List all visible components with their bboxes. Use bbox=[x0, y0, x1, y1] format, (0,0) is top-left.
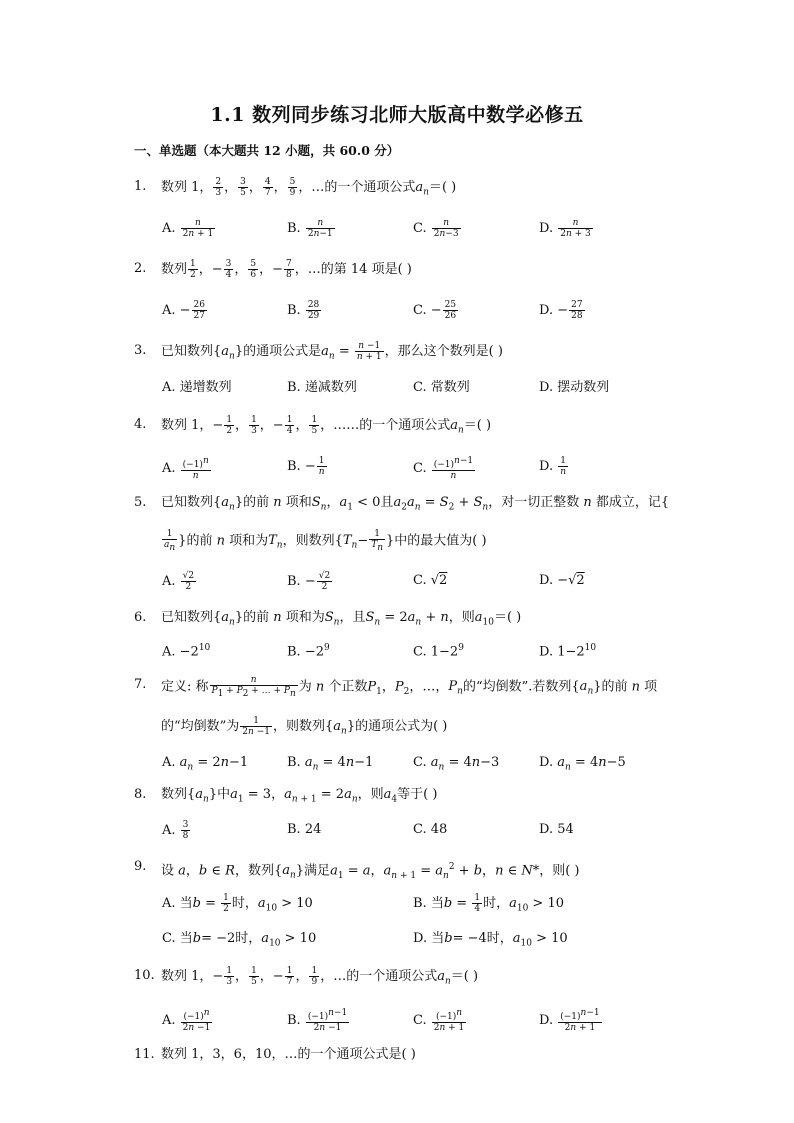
option-b[interactable]: B. 递减数列 bbox=[287, 380, 357, 395]
question-text: 数列 1，3，6，10，…的一个通项公式是( ) bbox=[161, 1047, 416, 1062]
option-a[interactable]: A. − $\frac{26}{27}$ bbox=[162, 300, 205, 321]
question-text: 数列$\{a_n\}$中$a_1 = 3$，$a_{n + 1} = 2a_n$，则$a_4$等于( ) bbox=[161, 787, 438, 805]
option-c[interactable]: C. 当b= −2时，$a_{10} > 10$ bbox=[162, 931, 317, 949]
question-number: 11. bbox=[134, 1047, 155, 1062]
option-d[interactable]: D. $1-2^{10}$ bbox=[539, 643, 597, 660]
question-number: 4. bbox=[134, 417, 147, 432]
option-c[interactable]: C. $a_n = 4n-3$ bbox=[413, 755, 500, 773]
option-d[interactable]: D. $\frac{1}{n}$ bbox=[539, 456, 567, 477]
option-c[interactable]: C. $1-2^9$ bbox=[413, 643, 464, 660]
question-7-line-2: 的“均倒数”为 $\frac{1}{2n -1}$ ，则数列$\{a_n\}$的通项公式为( ) bbox=[161, 716, 448, 737]
question-text: 数列 1，− $\frac{1}{2}$ ， $\frac{1}{3}$ ，− $\frac{1}{4}$ ， $\frac{1}{5}$ ，……的一个通项公式$a_n=$( ) bbox=[161, 415, 492, 436]
option-b[interactable]: B. $\frac{(-1)^{n-1}}{2n -1}$ bbox=[287, 1008, 348, 1033]
question-text: 数列 1，− $\frac{1}{3}$ ， $\frac{1}{5}$ ，− $\frac{1}{7}$ ， $\frac{1}{9}$ ，…的一个通项公式$a_n=$( ) bbox=[161, 966, 479, 987]
option-c[interactable]: C. 常数列 bbox=[413, 380, 470, 395]
question-text: 数列 1， $\frac{2}{3}$ ， $\frac{3}{5}$ ， $\frac{4}{7}$ ， $\frac{5}{9}$ ，…的一个通项公式$a_n=$( ) bbox=[161, 177, 457, 198]
option-d[interactable]: D. −√2 bbox=[539, 573, 585, 588]
option-b[interactable]: B. 当b = $\frac{1}{4}$ 时，$a_{10} > 10$ bbox=[413, 893, 564, 914]
option-b[interactable]: B. $-2^9$ bbox=[287, 643, 330, 660]
option-b[interactable]: B. − $\frac{1}{n}$ bbox=[287, 456, 325, 477]
question-text: 设 a，b ∈ R，数列$\{a_n\}$满足$a_1 = a$，$a_{n + 1} = a_n^2 + b$，n ∈ N*，则( ) bbox=[161, 862, 580, 881]
option-a[interactable]: A. $\frac{√2}{2}$ bbox=[162, 571, 195, 592]
question-text: 已知数列$\{a_n\}$的前 n 项和$S_n$，$a_1 < 0$且$a_2a_n = S_2 + S_n$，对一切正整数 n 都成立，记{ bbox=[161, 495, 670, 513]
question-number: 6. bbox=[134, 610, 147, 625]
question-number: 2. bbox=[134, 261, 147, 276]
option-c[interactable]: C. $\frac{n}{2n-3}$ bbox=[413, 218, 459, 239]
page-title: 1.1 数列同步练习北师大版高中数学必修五 bbox=[210, 104, 584, 126]
option-b[interactable]: B. $\frac{28}{29}$ bbox=[287, 300, 320, 321]
question-number: 8. bbox=[134, 787, 147, 802]
option-b[interactable]: B. − $\frac{√2}{2}$ bbox=[287, 571, 331, 592]
option-d[interactable]: D. 当b= −4时，$a_{10} > 10$ bbox=[413, 931, 568, 949]
question-number: 7. bbox=[134, 677, 147, 692]
option-c[interactable]: C. − $\frac{25}{26}$ bbox=[413, 300, 457, 321]
question-5-line-2: $\frac{1}{a_n}$ }的前 n 项和为$T_n$，则数列{$T_n-$ $\frac{1}{T_n}$ }中的最大值为( ) bbox=[164, 529, 487, 553]
question-text: 已知数列$\{a_n\}$的通项公式是$a_n$ = $\frac{n -1}{n + 1}$ ，那么这个数列是( ) bbox=[161, 341, 503, 362]
question-number: 9. bbox=[134, 859, 147, 874]
option-d[interactable]: D. 54 bbox=[539, 822, 574, 837]
question-text: 定义: 称 $\frac{n}{P_1 + P_2 + \dots + P_n}$ 为 n 个正数$P_1$，$P_2$，…，$P_n$的“均倒数”.若数列$\{a_n\}$的前 n 项 bbox=[161, 675, 658, 699]
option-c[interactable]: C. $\frac{(-1)^{n-1}}{n}$ bbox=[413, 456, 474, 481]
option-b[interactable]: B. $\frac{n}{2n-1}$ bbox=[287, 218, 333, 239]
question-number: 10. bbox=[134, 968, 155, 983]
option-a[interactable]: A. $\frac{(-1)^n}{n}$ bbox=[162, 456, 209, 481]
option-c[interactable]: C. √2 bbox=[413, 573, 448, 588]
option-b[interactable]: B. $a_n = 4n-1$ bbox=[287, 755, 374, 773]
option-d[interactable]: D. − $\frac{27}{28}$ bbox=[539, 300, 583, 321]
option-d[interactable]: D. 摆动数列 bbox=[539, 380, 610, 395]
question-number: 1. bbox=[134, 179, 147, 194]
option-a[interactable]: A. $\frac{3}{8}$ bbox=[162, 820, 189, 841]
option-b[interactable]: B. 24 bbox=[287, 822, 322, 837]
option-a[interactable]: A. $a_n = 2n-1$ bbox=[162, 755, 249, 773]
option-a[interactable]: A. $\frac{n}{2n + 1}$ bbox=[162, 218, 214, 239]
option-a[interactable]: A. $-2^{10}$ bbox=[162, 643, 211, 660]
option-d[interactable]: D. $\frac{n}{2n + 3}$ bbox=[539, 218, 591, 239]
option-d[interactable]: D. $\frac{(-1)^{n-1}}{2n + 1}$ bbox=[539, 1008, 600, 1033]
option-c[interactable]: C. $\frac{(-1)^n}{2n + 1}$ bbox=[413, 1008, 465, 1033]
question-number: 5. bbox=[134, 495, 147, 510]
option-a[interactable]: A. 递增数列 bbox=[162, 380, 232, 395]
option-c[interactable]: C. 48 bbox=[413, 822, 448, 837]
section-heading: 一、单选题（本大题共 12 小题，共 60.0 分） bbox=[134, 143, 400, 158]
option-a[interactable]: A. $\frac{(-1)^n}{2n -1}$ bbox=[162, 1008, 211, 1033]
question-text: 已知数列$\{a_n\}$的前 n 项和为$S_n$，且$S_n = 2a_n + n$，则$a_{10}=$( ) bbox=[161, 610, 522, 628]
question-text: 数列 $\frac{1}{2}$ ，− $\frac{3}{4}$ ， $\frac{5}{6}$ ，− $\frac{7}{8}$ ，…的第 14 项是( ) bbox=[161, 259, 412, 280]
option-a[interactable]: A. 当b = $\frac{1}{2}$ 时，$a_{10} > 10$ bbox=[162, 893, 313, 914]
question-number: 3. bbox=[134, 343, 147, 358]
option-d[interactable]: D. $a_n = 4n-5$ bbox=[539, 755, 626, 773]
